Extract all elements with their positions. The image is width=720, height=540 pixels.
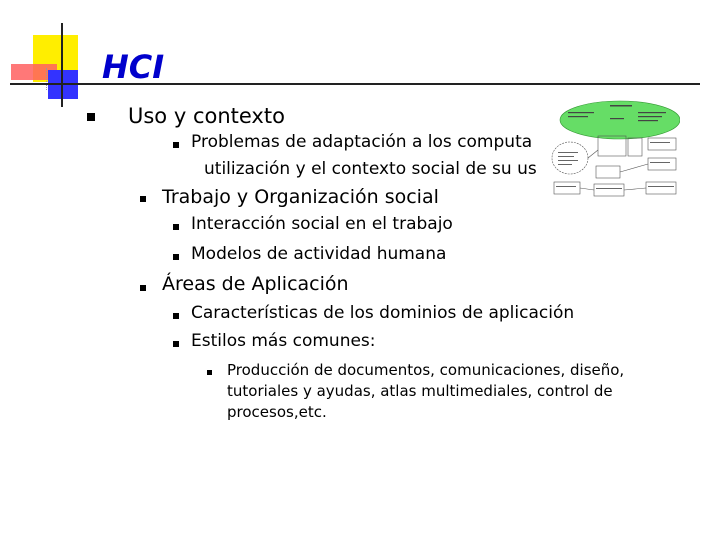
slide-title: HCI xyxy=(102,48,165,86)
bullet-icon xyxy=(207,370,212,375)
bullet-icon xyxy=(173,224,179,230)
bullet-estilos-comunes: Estilos más comunes: xyxy=(191,331,376,351)
bullet-icon xyxy=(140,285,146,291)
bullet-icon xyxy=(173,313,179,319)
diagram-ellipse xyxy=(560,101,680,139)
hci-diagram-thumbnail xyxy=(550,100,680,210)
bullet-produccion-documentos-cont1: tutoriales y ayudas, atlas multimediales, control de xyxy=(227,382,613,400)
bullet-icon xyxy=(173,254,179,260)
bullet-caracteristicas-dominios: Características de los dominios de aplicación xyxy=(191,303,575,323)
bullet-icon xyxy=(173,142,179,148)
bullet-icon xyxy=(140,196,146,202)
bullet-produccion-documentos-cont2: procesos,etc. xyxy=(227,403,327,421)
bullet-uso-contexto: Uso y contexto xyxy=(128,104,285,128)
bullet-areas-aplicacion: Áreas de Aplicación xyxy=(162,273,349,295)
decor-dotted-line xyxy=(46,68,51,90)
decor-vertical-line xyxy=(61,23,63,107)
bullet-produccion-documentos: Producción de documentos, comunicaciones, diseño, xyxy=(227,361,625,379)
bullet-icon xyxy=(87,113,95,121)
bullet-icon xyxy=(173,341,179,347)
bullet-interaccion-social: Interacción social en el trabajo xyxy=(191,214,453,234)
bullet-trabajo-organizacion: Trabajo y Organización social xyxy=(162,186,439,208)
bullet-modelos-actividad: Modelos de actividad humana xyxy=(191,244,447,264)
bullet-problemas-adaptacion-cont: utilización y el contexto social de su us xyxy=(204,159,537,179)
bullet-problemas-adaptacion: Problemas de adaptación a los computa xyxy=(191,132,533,152)
